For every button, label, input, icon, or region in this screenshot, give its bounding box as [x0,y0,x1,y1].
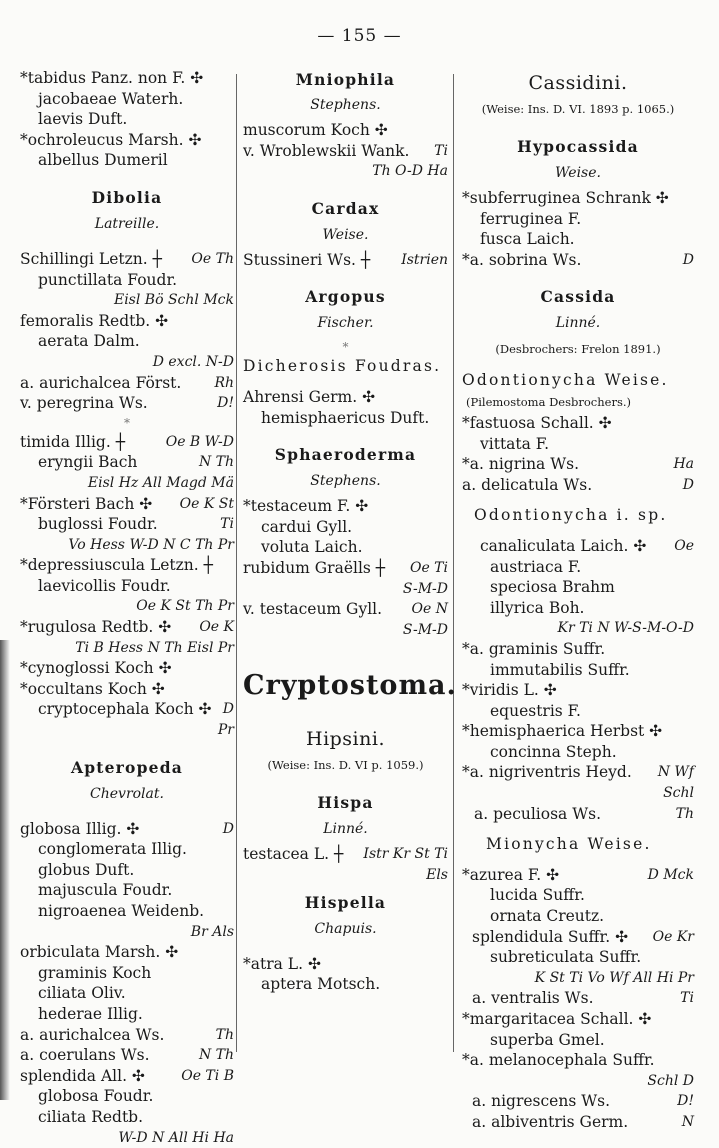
species-line: splendida All. ✣ Oe Ti B [20,1066,234,1085]
genus-author: Fischer. [317,315,374,332]
synonym-line: albellus Dumeril [38,151,168,170]
distribution: Oe [674,537,694,554]
species-line: *depressiuscula Letzn. ┼ [20,556,213,575]
synonym-line: cardui Gyll. [261,517,353,536]
distribution: Rh [214,374,234,391]
distribution: Istr Kr St Ti [363,846,448,863]
species-line: canaliculata Laich. ✣ [480,536,647,555]
distribution: Oe Ti B [181,1067,234,1084]
tribe-reference: (Weise: Ins. D. VI. 1893 p. 1065.) [481,102,675,116]
species-line: splendidula Suffr. ✣ Oe Kr [472,927,694,946]
variety-line: *a. sobrina Ws. D [462,250,694,269]
synonym-line: graminis Koch [38,963,152,982]
variety-line: v. Wroblewskii Wank. Ti [243,141,448,160]
distribution-line: Kr Ti N W-S-M-O-D [557,620,694,637]
variety-line: *a. graminis Suffr. [462,639,606,658]
distribution: Ti [434,142,448,159]
genus-author: Linné. [323,821,368,838]
variety-line: *a. nigriventris Heyd. N Wf [462,763,694,782]
distribution: N Wf [657,764,694,781]
synonym-line: globosa Foudr. [38,1087,154,1106]
distribution: N Th [198,1047,234,1064]
column-1 [20,68,234,1148]
distribution: Oe K [199,619,234,636]
synonym-line: globus Duft. [38,860,135,879]
subgenus-reference: (Pilemostoma Desbrochers.) [466,394,631,409]
distribution: D! [217,395,234,412]
distribution: Th [675,805,694,822]
species-line: timida Illig. ┼ Oe B W-D [20,432,234,451]
variety-line: a. ventralis Ws. Ti [472,989,694,1008]
synonym-line: aptera Motsch. [261,975,381,994]
variety-line: a. aurichalcea Ws. Th [20,1025,234,1044]
family-heading: Cryptostoma. [243,670,457,702]
species-line: *rugulosa Redtb. ✣ Oe K [20,618,234,637]
distribution: D [682,251,694,268]
genus-author: Chapuis. [314,920,377,937]
subgenus-line: Mionycha Weise. [486,835,652,854]
synonym-line: cryptocephala Koch ✣ D [38,700,234,719]
distribution-line: S-M-D [402,621,448,638]
synonym-line: concinna Steph. [490,742,617,761]
genus-author: Stephens. [310,97,381,113]
synonym-line: superba Gmel. [490,1030,605,1049]
synonym-line: lucida Suffr. [490,886,585,905]
page-edge-shadow [0,640,10,1100]
genus-heading-argopus: Argopus [305,287,386,307]
genus-heading-hypocassida: Hypocassida [517,137,639,156]
tribe-heading: Hipsini. [306,728,385,751]
synonym-line: hederae Illig. [38,1004,143,1023]
distribution-line: W-D N All Hi Ha [118,1129,234,1146]
species-line: orbiculata Marsh. ✣ [20,943,179,962]
synonym-line: aerata Dalm. [38,332,140,351]
synonym-line: laevicollis Foudr. [38,576,171,595]
distribution: Oe Kr [652,928,694,945]
genus-heading-apteropeda: Apteropeda [71,757,183,777]
variety-line: a. peculiosa Ws. Th [474,804,694,823]
genus-heading-sphaeroderma: Sphaeroderma [274,445,417,465]
species-line: *ochroleucus Marsh. ✣ [20,130,202,149]
species-line: *margaritacea Schall. ✣ [462,1010,652,1028]
distribution: Oe B W-D [165,433,234,450]
distribution: Oe Ti [409,559,448,576]
distribution-line: Br Als [190,923,234,940]
species-line: muscorum Koch ✣ [243,121,388,139]
genus-author: Chevrolat. [90,785,164,802]
synonym-line: speciosa Brahm [490,578,615,597]
column-3 [462,68,694,1133]
column-2 [243,68,457,995]
section-separator: * [124,415,130,430]
distribution: D [682,476,694,493]
variety-line: a. nigrescens Ws. D! [472,1092,694,1111]
distribution: D Mck [647,866,694,883]
variety-line: v. peregrina Ws. D! [20,394,234,413]
variety-line: a. albiventris Germ. N [472,1112,694,1131]
page-number: — 155 — [317,26,402,46]
distribution: Oe K St [179,495,234,512]
genus-heading-cassida: Cassida [540,287,616,307]
genus-author: Weise. [322,226,369,243]
distribution-line: Th O-D Ha [372,163,448,180]
genus-reference: (Desbrochers: Frelon 1891.) [495,342,661,357]
section-separator: * [342,340,349,355]
genus-heading-cardax: Cardax [311,198,380,218]
distribution: Oe N [411,601,448,618]
genus-heading-dibolia: Dibolia [91,187,163,207]
synonym-line: laevis Duft. [38,110,128,129]
synonym-line: ciliata Redtb. [38,1107,144,1126]
variety-line: a. delicatula Ws. D [462,475,694,494]
variety-line: *a. nigrina Ws. Ha [462,455,694,474]
tribe-heading: Cassidini. [528,72,628,94]
species-line: globosa Illig. ✣ D [20,819,234,838]
synonym-line: ferruginea F. [480,209,582,228]
genus-heading-hispa: Hispa [317,793,374,813]
distribution: D [222,701,234,718]
distribution: D! [677,1093,694,1110]
distribution: Ti [680,990,694,1007]
synonym-line: nigroaenea Weidenb. [38,902,205,920]
genus-author: Stephens. [310,473,381,490]
synonym-line: ciliata Oliv. [38,984,126,1003]
genus-author: Linné. [555,315,601,332]
column-divider-right [453,74,454,1052]
synonym-line: ornata Creutz. [490,907,605,926]
distribution: Ti [220,516,234,533]
synonym-line: voluta Laich. [261,538,363,557]
species-line: *cynoglossi Koch ✣ [20,659,172,678]
synonym-line: buglossi Foudr. Ti [38,515,234,534]
distribution-line: Pr [217,722,234,739]
distribution-line: Vo Hess W-D N C Th Pr [68,536,234,553]
distribution-line: K St Ti Vo Wf All Hi Pr [534,969,694,986]
distribution-line: Ti B Hess N Th Eisl Pr [75,639,234,656]
synonym-line: austriaca F. [490,557,582,576]
synonym-line: immutabilis Suffr. [490,660,630,679]
species-line: *fastuosa Schall. ✣ [462,413,612,432]
synonym-line: eryngii Bach N Th [38,453,234,472]
synonym-line: fusca Laich. [480,230,575,249]
species-line: Schillingi Letzn. ┼ Oe Th [20,249,234,268]
genus-author: Latreille. [94,215,160,232]
synonym-line: subreticulata Suffr. [490,948,642,967]
synonym-line: punctillata Foudr. [38,270,178,289]
species-line: *tabidus Panz. non F. ✣ [20,69,204,87]
genus-heading-mniophila: Mniophila [295,70,396,89]
distribution-line: Schl [663,785,694,802]
species-line: *atra L. ✣ [243,954,321,973]
species-line: *occultans Koch ✣ [20,679,165,698]
subgenus-line: Dicherosis Foudras. [243,357,442,376]
species-line: *Försteri Bach ✣ Oe K St [20,494,234,513]
distribution-line: Schl D [647,1072,694,1089]
distribution: Oe Th [191,250,234,267]
distribution: Ha [673,456,694,473]
synonym-line: majuscula Foudr. [38,881,173,900]
subgenus-line: Odontionycha i. sp. [474,506,668,525]
variety-line: *a. melanocephala Suffr. [462,1051,655,1070]
species-line: rubidum Graëlls ┼ Oe Ti [243,558,448,577]
column-divider-left [236,74,237,1052]
synonym-line: jacobaeae Waterh. [38,89,184,108]
variety-line: a. coerulans Ws. N Th [20,1046,234,1065]
distribution: N Th [198,454,234,471]
synonym-line: vittata F. [480,434,550,453]
species-line: *viridis L. ✣ [462,681,557,700]
species-line: Stussineri Ws. ┼ Istrien [243,250,448,269]
species-line: testacea L. ┼ Istr Kr St Ti [243,845,448,864]
distribution-line: Oe K St Th Pr [136,598,234,615]
distribution: Th [215,1026,234,1043]
subgenus-line: Odontionycha Weise. [462,371,669,390]
species-line: *subferruginea Schrank ✣ [462,189,669,207]
distribution-line: D excl. N-D [152,353,234,370]
synonym-line: equestris F. [490,701,581,720]
distribution-line: Eisl Hz All Magd Mä [87,474,234,491]
distribution-line: Els [426,866,448,883]
variety-line: a. aurichalcea Först. Rh [20,373,234,392]
distribution: D [222,820,234,837]
variety-line: v. testaceum Gyll. Oe N [243,600,448,619]
genus-author: Weise. [555,165,601,181]
distribution: N [681,1113,694,1130]
tribe-reference: (Weise: Ins. D. VI p. 1059.) [267,758,424,773]
distribution: Istrien [401,251,448,268]
distribution-line: Eisl Bö Schl Mck [113,292,234,309]
species-line: femoralis Redtb. ✣ [20,311,169,330]
synonym-line: illyrica Boh. [490,598,585,617]
species-line: Ahrensi Germ. ✣ [243,387,376,406]
species-line: *testaceum F. ✣ [243,497,369,516]
genus-heading-hispella: Hispella [304,892,387,912]
synonym-line: conglomerata Illig. [38,840,187,859]
synonym-line: hemisphaericus Duft. [261,408,430,427]
distribution-line: S-M-D [402,580,448,597]
species-line: *azurea F. ✣ D Mck [462,865,694,884]
species-line: *hemisphaerica Herbst ✣ [462,722,663,741]
